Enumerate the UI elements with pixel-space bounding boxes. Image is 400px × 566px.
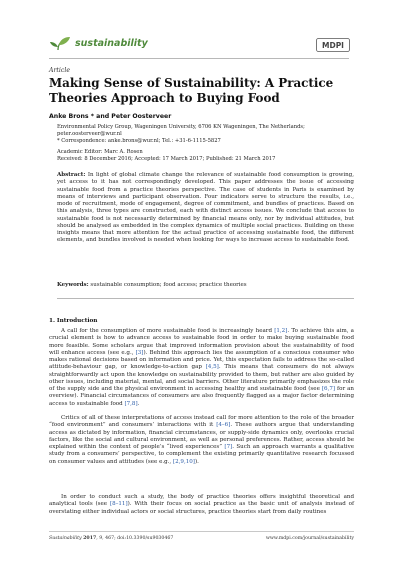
keywords-text: sustainable consumption; food access; practice theories (90, 282, 247, 288)
paragraph-text: . These authors argue that understanding access as dictated by information, financial circumstances, or supply-side dynamics only, overlooks crucial factors, like the social and cultural environment, as well as personal preferences. Rather, access should be explained within the context of people’s “lived experiences” (49, 422, 354, 450)
citation-link[interactable]: [1,2] (274, 328, 288, 334)
footer-divider (49, 531, 354, 532)
footer-url[interactable]: www.mdpi.com/journal/sustainability (265, 536, 354, 541)
abstract-divider (57, 298, 354, 299)
article-title: Making Sense of Sustainability: A Practice Theories Approach to Buying Food (49, 76, 334, 105)
footer-journal: Sustainability (49, 536, 82, 541)
author-email[interactable]: peter.oosterveer@wur.nl (57, 131, 122, 137)
journal-name: sustainability (75, 38, 148, 49)
citation-link[interactable]: [6,7] (321, 386, 336, 392)
paragraph-text: ). Behind this approach lies the assumption of a conscious consumer who makes rational decisions based on information and price. Yet, this expectation fails to address the so-called attitude-behaviour gap, or knowledge-to-action gap (49, 349, 354, 371)
citation-link[interactable]: [4–6] (216, 422, 231, 429)
paragraph-text: ). (194, 458, 199, 465)
paragraph-text: In order to conduct such a study, the body of practice theories offers insightful theoretical and analytical tools (see (49, 494, 354, 508)
paragraph-1 (49, 328, 354, 408)
paragraph-text: . To achieve this aim, a crucial element is how to advance access to sustainable food in order to make buying sustainable food more feasible. Some scholars argue that improved information provision about the sustainability of food will enhance access (see e.g., (49, 328, 354, 356)
article-type: Article (49, 67, 70, 74)
paragraph-3 (49, 494, 354, 516)
keywords (57, 282, 354, 288)
header-divider (49, 58, 349, 59)
footer-citation (49, 536, 173, 541)
paragraph-text: . (137, 400, 140, 407)
footer-year: 2017 (83, 536, 97, 541)
mdpi-logo-icon (316, 38, 350, 52)
affiliation: Environmental Policy Group, Wageningen University, 6706 KN Wageningen, The Netherlands; (57, 124, 305, 130)
abstract-label: Abstract: (57, 172, 86, 178)
citation-link[interactable]: [3] (135, 349, 144, 356)
academic-editor: Academic Editor: Marc A. Rosen (57, 149, 143, 155)
citation-link[interactable]: [4,5] (205, 364, 219, 371)
citation-link[interactable]: [7,8] (124, 400, 138, 407)
paragraph-2 (49, 415, 354, 466)
abstract-text: In light of global climate change the relevance of sustainable food consumption is growing, yet access to it has not correspondingly developed. This paper addresses the issue of accessing sustainable food from a practice theories perspective. The case of students in Paris is examined by means of interviews and participant observation. Four indicators serve to structure the results, i.e., mode of recruitment, mode of engagement, degree of commitment, and bundles of practices. Based on this analysis, three types are constructed, each with distinct access issues. We conclude that access to sustainable food is not necessarily determined by financial means only, nor by individual attitudes, but should be analysed as embedded in the complex dynamics of multiple social practices. Building on these insights means that more attention for the actual practice of accessing sustainable food, the different elements, and bundles involved is needed when looking for ways to increase access to sustainable food. (57, 172, 354, 244)
footer-doi: , 9, 467; doi:10.3390/su9030467 (96, 536, 174, 541)
section-heading: 1. Introduction (49, 318, 98, 324)
citation-link[interactable]: [2,9,10] (172, 458, 195, 465)
citation-link[interactable]: [7] (224, 444, 233, 450)
paragraph-text: A call for the consumption of more sustainable food is increasingly heard (61, 328, 275, 334)
paragraph-text: . This means that consumers do not always straightforwardly act upon the knowledge on sustainability provided to them, but rather are also guided by other issues, including material, mental, and social barriers. Other literature primarily emphasizes the role of the supply side and the physical environment in accessing healthy and sustainable food (see (49, 364, 355, 392)
paragraph-text: ). With their focus on social practice as the basic unit of analysis instead of overstating either individual actors or social structures, practice theories start from daily routines (49, 501, 354, 515)
svg-text:MDPI: MDPI (322, 41, 344, 50)
keywords-label: Keywords: (57, 282, 89, 288)
publication-dates: Received: 8 December 2016; Accepted: 17 March 2017; Published: 21 March 2017 (57, 156, 276, 162)
citation-link[interactable]: [8–11] (109, 501, 128, 508)
paragraph-text: . Such an approach warrants a qualitative study from a consumers’ perspective, to complement the existing primarily quantitative research focussed on consumer values and attitudes (see e.g., (49, 444, 355, 465)
paragraph-text: Critics of all of these interpretations of access instead call for more attention to the role of the broader “food environment” and consumers’ interactions with it (49, 415, 354, 429)
sustainability-logo-icon (49, 36, 71, 52)
abstract (57, 172, 354, 245)
correspondence: * Correspondence: anke.brons@wur.nl; Tel.: +31-6-1115-5827 (57, 138, 221, 144)
paragraph-text: for an overview). Financial circumstances of consumers are also frequently flagged as a major factor determining access to sustainable food (49, 386, 354, 407)
article-authors: Anke Brons * and Peter Oosterveer (49, 113, 172, 120)
